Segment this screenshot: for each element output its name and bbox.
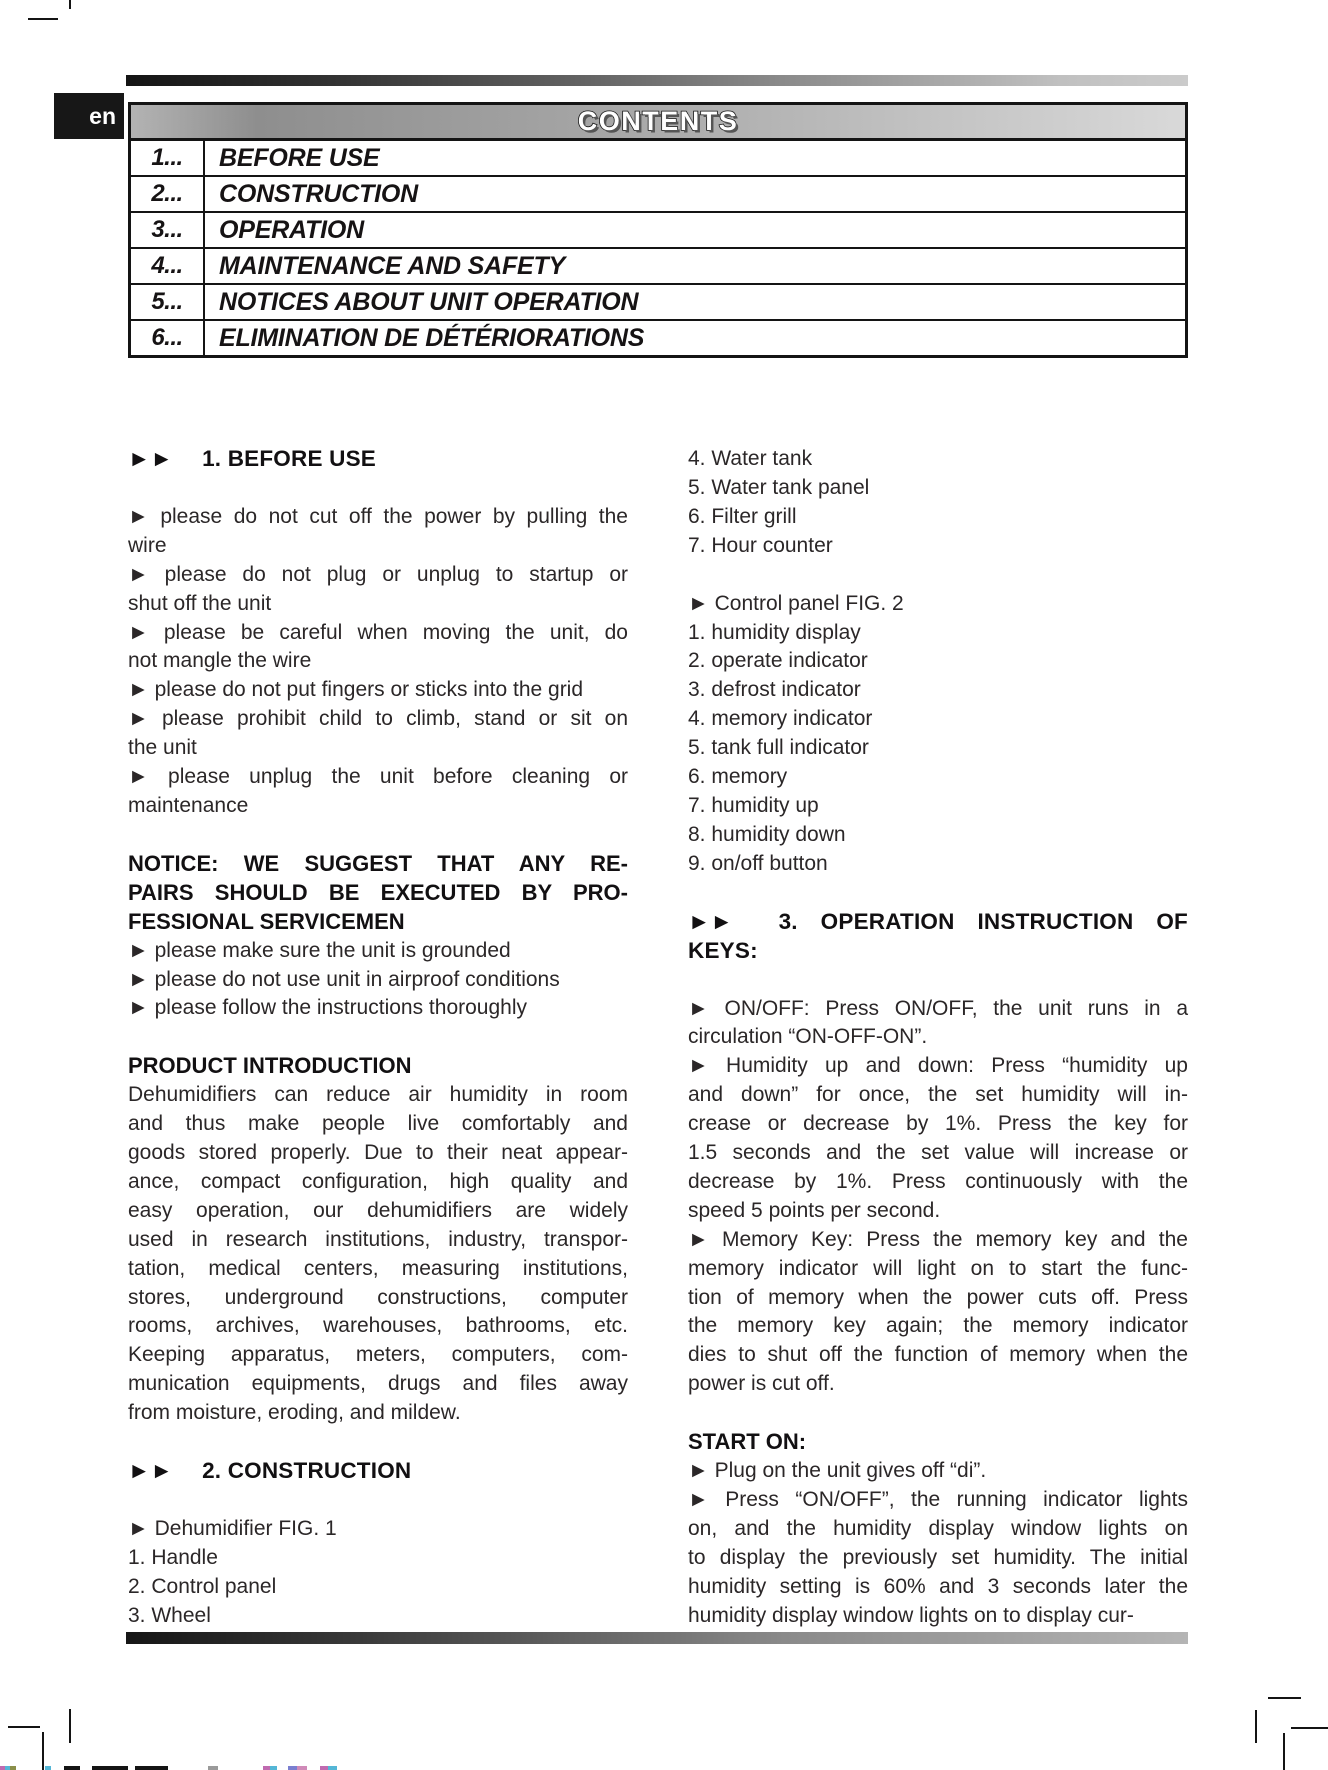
crop-mark-top-vertical	[69, 0, 71, 9]
text-line: humidity setting is 60% and 3 seconds later the	[688, 1574, 1188, 1598]
bullet-block	[688, 1457, 1188, 1486]
top-gradient-bar	[126, 75, 1188, 86]
text-line: crease or decrease by 1%. Press the key for	[688, 1112, 1188, 1136]
paragraph-gap	[688, 1399, 1188, 1428]
bold-block	[128, 850, 628, 937]
toc-row-label: NOTICES ABOUT UNIT OPERATION	[219, 287, 639, 316]
color-bar-fragment	[328, 1766, 337, 1770]
text-line: 4. Water tank	[688, 447, 813, 470]
text-line: 7. humidity up	[688, 793, 819, 817]
text-line: ance, compact configuration, high quality and	[128, 1169, 628, 1193]
color-bar-fragment	[10, 1766, 16, 1770]
text-line: on, and the humidity display window lights on	[688, 1516, 1188, 1540]
paragraph-gap	[688, 966, 1188, 995]
text-line: 6. memory	[688, 765, 788, 789]
color-bar-fragment	[92, 1766, 128, 1770]
list-block	[688, 619, 1188, 879]
color-bar-fragment	[45, 1766, 51, 1770]
text-line: 3. Wheel	[128, 1603, 211, 1627]
subhead-block	[128, 1052, 628, 1081]
paragraph-gap	[128, 474, 628, 503]
toc-row-number: 1...	[131, 141, 205, 175]
text-line: PAIRS SHOULD BE EXECUTED BY PRO-	[128, 879, 628, 905]
text-line: ► Press “ON/OFF”, the running indicator lights	[688, 1488, 1188, 1511]
text-line: wire	[128, 533, 167, 557]
text-line: and thus make people live comfortably and	[128, 1112, 628, 1136]
color-bar-fragment	[270, 1766, 277, 1770]
crop-mark-top-horizontal	[28, 18, 58, 20]
text-line: speed 5 points per second.	[688, 1198, 941, 1222]
text-line: goods stored properly. Due to their neat appear-	[128, 1141, 628, 1165]
text-line: ►► 1. BEFORE USE	[128, 446, 376, 471]
bullet-block	[128, 1515, 628, 1544]
text-line: circulation “ON-OFF-ON”.	[688, 1025, 928, 1049]
text-line: 9. on/off button	[688, 851, 828, 875]
bullet-block	[128, 763, 628, 821]
bullet-block	[688, 1226, 1188, 1399]
paragraph-gap	[128, 821, 628, 850]
text-line: ► Dehumidifier FIG. 1	[128, 1517, 337, 1540]
text-line: decrease by 1%. Press continuously with the	[688, 1169, 1188, 1193]
text-line: ► Memory Key: Press the memory key and the	[688, 1227, 1188, 1251]
text-line: dies to shut off the function of memory when the	[688, 1343, 1188, 1367]
language-tab-label: en	[89, 102, 116, 129]
color-bar-fragment	[64, 1766, 80, 1770]
text-line: ► please follow the instructions thoroughly	[128, 996, 527, 1020]
toc-row	[131, 285, 1185, 321]
text-line: NOTICE: WE SUGGEST THAT ANY RE-	[128, 850, 628, 876]
paragraph-gap	[688, 561, 1188, 590]
text-line: shut off the unit	[128, 591, 272, 615]
text-line: easy operation, our dehumidifiers are widely	[128, 1198, 628, 1222]
contents-title: CONTENTS	[577, 106, 739, 136]
text-line: ► please be careful when moving the unit, do	[128, 620, 628, 644]
text-line: ► Plug on the unit gives off “di”.	[688, 1459, 987, 1483]
text-line: 1.5 seconds and the set value will increase or	[688, 1141, 1188, 1165]
toc-row-number: 6...	[131, 321, 205, 355]
text-line: 1. Handle	[128, 1545, 218, 1569]
bullet-block	[128, 705, 628, 763]
crop-mark-bottom-left-vertical-1	[42, 1732, 44, 1770]
toc-row-number: 4...	[131, 249, 205, 283]
paragraph-gap	[688, 879, 1188, 908]
text-line: KEYS:	[688, 937, 758, 963]
list-block	[128, 1544, 628, 1631]
text-line: munication equipments, drugs and files away	[128, 1372, 628, 1396]
toc-row	[131, 141, 1185, 177]
color-bar-fragment	[288, 1766, 297, 1770]
crop-mark-bottom-right-horizontal-1	[1268, 1697, 1301, 1699]
bottom-gradient-bar	[126, 1632, 1188, 1644]
text-line: to display the previously set humidity. The initial	[688, 1545, 1188, 1569]
text-line: ► please do not plug or unplug to startup or	[128, 562, 628, 586]
crop-mark-bottom-right-vertical-1	[1255, 1710, 1257, 1743]
heading-block	[128, 1457, 628, 1486]
text-line: ► Control panel FIG. 2	[688, 591, 904, 615]
toc-row-number: 3...	[131, 213, 205, 247]
text-line: the memory key again; the memory indicator	[688, 1314, 1188, 1338]
text-line: Dehumidifiers can reduce air humidity in room	[128, 1083, 628, 1107]
color-bar-fragment	[208, 1766, 218, 1770]
toc-row	[131, 249, 1185, 285]
bullet-block	[128, 503, 628, 561]
text-line: tation, medical centers, measuring institutions,	[128, 1256, 628, 1280]
language-tab	[54, 93, 124, 139]
bullet-block	[688, 1052, 1188, 1225]
crop-mark-bottom-left-vertical-2	[69, 1709, 71, 1743]
text-line: not mangle the wire	[128, 649, 312, 673]
heading-block	[688, 908, 1188, 966]
text-line: ► please prohibit child to climb, stand or sit on	[128, 707, 628, 731]
bullet-block	[128, 561, 628, 619]
text-line: 2. operate indicator	[688, 649, 868, 673]
contents-table-header	[131, 105, 1185, 141]
text-line: 7. Hour counter	[688, 533, 833, 557]
bullet-block	[128, 966, 628, 995]
toc-row	[131, 177, 1185, 213]
crop-mark-bottom-right-vertical-2	[1283, 1733, 1285, 1770]
text-line: Keeping apparatus, meters, computers, com-	[128, 1343, 628, 1367]
paragraph-gap	[128, 1486, 628, 1515]
text-line: START ON:	[688, 1429, 807, 1455]
text-line: ► please make sure the unit is grounded	[128, 938, 511, 962]
bullet-block	[688, 590, 1188, 619]
list-block	[688, 445, 1188, 561]
text-line: 1. humidity display	[688, 620, 861, 644]
text-line: rooms, archives, warehouses, bathrooms, etc.	[128, 1314, 628, 1338]
color-bar-fragment	[263, 1766, 270, 1770]
toc-row-label: MAINTENANCE AND SAFETY	[219, 251, 566, 280]
crop-mark-bottom-right-horizontal-2	[1291, 1727, 1328, 1729]
bullet-block	[128, 676, 628, 705]
text-line: ►► 2. CONSTRUCTION	[128, 1458, 412, 1484]
contents-table	[128, 102, 1188, 358]
toc-row-number: 5...	[131, 285, 205, 319]
text-line: 3. defrost indicator	[688, 678, 861, 702]
subhead-block	[688, 1428, 1188, 1457]
bullet-block	[688, 1486, 1188, 1631]
text-line: humidity display window lights on to display cur-	[688, 1603, 1134, 1627]
text-column-right	[688, 445, 1188, 1631]
heading-block	[128, 445, 628, 474]
text-line: ► please do not put fingers or sticks into the grid	[128, 678, 584, 702]
text-column-left	[128, 445, 628, 1631]
color-bar-fragment	[297, 1766, 307, 1770]
text-line: maintenance	[128, 793, 249, 817]
text-line: ► please do not cut off the power by pulling the	[128, 504, 628, 528]
text-line: 6. Filter grill	[688, 504, 797, 528]
text-line: and down” for once, the set humidity will in-	[688, 1083, 1188, 1107]
text-line: FESSIONAL SERVICEMEN	[128, 908, 405, 934]
color-bar-fragment	[135, 1766, 168, 1770]
text-line: ► ON/OFF: Press ON/OFF, the unit runs in a	[688, 996, 1188, 1020]
toc-row-label: BEFORE USE	[219, 143, 380, 172]
bullet-block	[128, 994, 628, 1023]
text-line: used in research institutions, industry, transpor-	[128, 1227, 628, 1251]
text-line: from moisture, eroding, and mildew.	[128, 1401, 461, 1425]
crop-mark-bottom-left-horizontal	[8, 1726, 40, 1728]
toc-row	[131, 321, 1185, 355]
bullet-block	[128, 937, 628, 966]
text-line: 5. tank full indicator	[688, 736, 869, 760]
bullet-block	[128, 619, 628, 677]
text-line: stores, underground constructions, computer	[128, 1285, 628, 1309]
paragraph-gap	[128, 1023, 628, 1052]
text-line: 5. Water tank panel	[688, 475, 870, 499]
toc-row-number: 2...	[131, 177, 205, 211]
text-line: the unit	[128, 736, 197, 760]
text-line: power is cut off.	[688, 1372, 835, 1396]
plain-block	[128, 1081, 628, 1428]
text-line: 4. memory indicator	[688, 707, 873, 731]
toc-row-label: CONSTRUCTION	[219, 179, 418, 208]
text-line: 8. humidity down	[688, 822, 846, 846]
text-line: PRODUCT INTRODUCTION	[128, 1053, 412, 1079]
toc-row-label: ELIMINATION DE DÉTÉRIORATIONS	[219, 323, 645, 352]
contents-rows	[131, 141, 1185, 355]
text-line: tion of memory when the power cuts off. Press	[688, 1285, 1188, 1309]
text-line: ► Humidity up and down: Press “humidity up	[688, 1054, 1188, 1078]
color-bar-fragment	[320, 1766, 328, 1770]
text-line: ► please unplug the unit before cleaning or	[128, 765, 628, 789]
text-line: ► please do not use unit in airproof conditions	[128, 967, 560, 991]
toc-row	[131, 213, 1185, 249]
bullet-block	[688, 995, 1188, 1053]
paragraph-gap	[128, 1428, 628, 1457]
text-line: memory indicator will light on to start the func-	[688, 1256, 1188, 1280]
text-line: ►► 3. OPERATION INSTRUCTION OF	[688, 908, 1188, 934]
toc-row-label: OPERATION	[219, 215, 364, 244]
text-line: 2. Control panel	[128, 1574, 277, 1598]
